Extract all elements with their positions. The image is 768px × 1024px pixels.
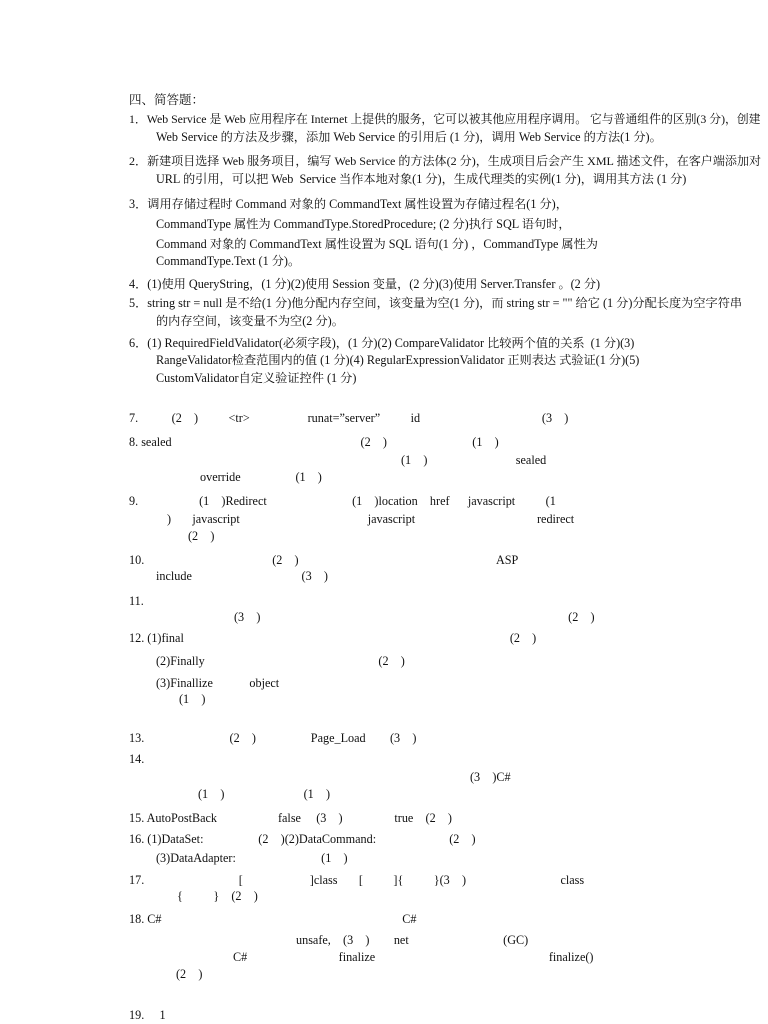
text-line: 11. xyxy=(129,594,144,608)
text-line: 4．(1)使用 QueryString，(1 分)(2)使用 Session 变量，(2 分)(3)使用 Server.Transfer 。(2 分) xyxy=(129,277,601,291)
text-line: ) javascript javascript redirect xyxy=(167,512,575,526)
text-line: 10. (2 ) ASP xyxy=(129,553,519,567)
text-line: C# finalize finalize() xyxy=(233,950,594,964)
text-line: 8. sealed (2 ) (1 ) xyxy=(129,435,499,449)
text-line: Web Service 的方法及步骤，添加 Web Service 的引用后 (1 分)，调用 Web Service 的方法(1 分)。 xyxy=(156,130,662,144)
section-title: 四、简答题： xyxy=(129,93,205,107)
text-line: override (1 ) xyxy=(200,470,322,484)
text-line: RangeValidator检查范围内的值 (1 分)(4) RegularExpressionValidator 正则表达 式验证(1 分)(5) xyxy=(156,353,640,367)
text-line: URL 的引用，可以把 Web Service 当作本地对象(1 分)，生成代理类的实例(1 分)，调用其方法 (1 分) xyxy=(156,172,687,186)
text-line: (2 ) xyxy=(188,529,215,543)
text-line: include (3 ) xyxy=(156,569,328,583)
text-line: CommandType 属性为 CommandType.StoredProcedure; (2 分)执行 SQL 语句时， xyxy=(156,217,571,231)
text-line: { } (2 ) xyxy=(177,889,258,903)
text-line: 19. 1 xyxy=(129,1008,166,1022)
text-line: 的内存空间，该变量不为空(2 分)。 xyxy=(156,314,344,328)
text-line: 7. (2 ) <tr> runat=”server” id (3 ) xyxy=(129,411,569,425)
text-line: 14. xyxy=(129,752,145,766)
text-line: (2)Finally (2 ) xyxy=(156,654,405,668)
text-line: 1．Web Service 是 Web 应用程序在 Internet 上提供的服务，它可以被其他应用程序调用。 它与普通组件的区别(3 分)，创建 xyxy=(129,112,761,126)
text-line: (1 ) sealed xyxy=(401,453,547,467)
text-line: CommandType.Text (1 分)。 xyxy=(156,254,301,268)
text-line: (3)DataAdapter: (1 ) xyxy=(156,851,348,865)
text-line: 16. (1)DataSet: (2 )(2)DataCommand: (2 ) xyxy=(129,832,476,846)
text-line: 12. (1)final (2 ) xyxy=(129,631,537,645)
text-line: 15. AutoPostBack false (3 ) true (2 ) xyxy=(129,811,452,825)
text-line: CustomValidator自定义验证控件 (1 分) xyxy=(156,371,357,385)
text-line: 2．新建项目选择 Web 服务项目，编写 Web Service 的方法体(2 分)，生成项目后会产生 XML 描述文件，在客户端添加对 xyxy=(129,154,762,168)
text-line: (1 ) xyxy=(179,692,206,706)
text-line: (3 ) (2 ) xyxy=(234,610,595,624)
text-line: 18. C# C# xyxy=(129,912,417,926)
text-line: unsafe, (3 ) net (GC) xyxy=(296,933,529,947)
text-line: 5．string str = null 是不给(1 分)他分配内存空间，该变量为空(1 分)，而 string str = "" 给它 (1 分)分配长度为空字符串 xyxy=(129,296,743,310)
text-line: (1 ) (1 ) xyxy=(198,787,331,801)
text-line: 13. (2 ) Page_Load (3 ) xyxy=(129,731,417,745)
text-line: 6．(1) RequiredFieldValidator(必须字段)，(1 分)(2) CompareValidator 比较两个值的关系 (1 分)(3) xyxy=(129,336,635,350)
text-line: (2 ) xyxy=(176,967,203,981)
text-line: Command 对象的 CommandText 属性设置为 SQL 语句(1 分) ，CommandType 属性为 xyxy=(156,237,598,251)
text-line: (3 )C# xyxy=(470,770,511,784)
text-line: 3．调用存储过程时 Command 对象的 CommandText 属性设置为存储过程名(1 分)， xyxy=(129,197,568,211)
text-line: 9. (1 )Redirect (1 )location href javascript (1 xyxy=(129,494,556,508)
text-line: (3)Finallize object xyxy=(156,676,280,690)
text-line: 17. [ ]class [ ]{ }(3 ) class xyxy=(129,873,585,887)
